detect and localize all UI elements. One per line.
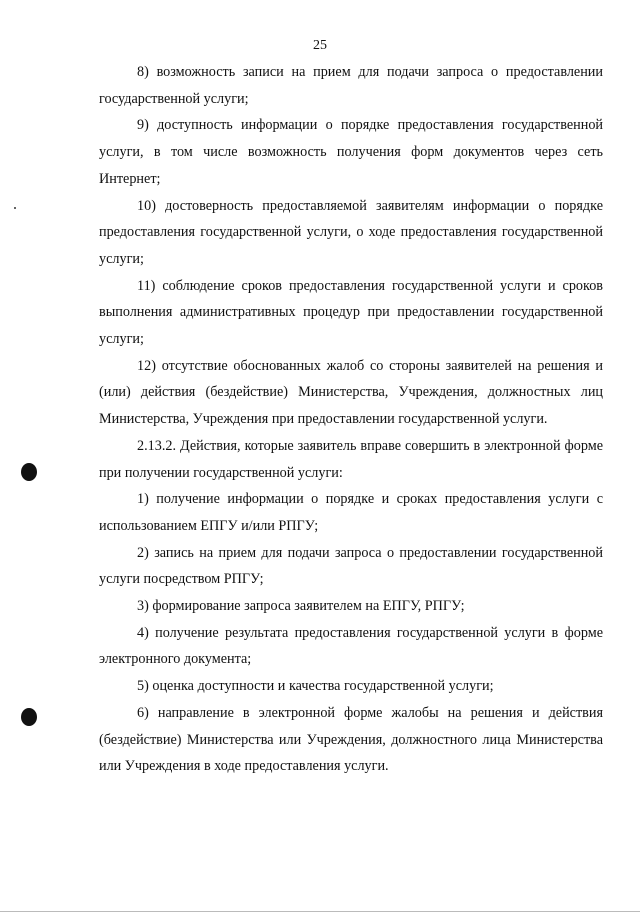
scan-edge-line <box>0 911 640 912</box>
punch-hole-icon <box>21 463 37 481</box>
scan-speck <box>14 207 16 209</box>
paragraph-action-2: 2) запись на прием для подачи запроса о предоставлении государственной услуги посредством РПГУ; <box>99 544 603 588</box>
paragraph-item-10: 10) достоверность предоставляемой заявителям информации о порядке предоставления государственной услуги, о ходе предоставления государственной услуги; <box>99 197 603 267</box>
paragraph-action-4: 4) получение результата предоставления государственной услуги в форме электронного документа; <box>99 624 603 668</box>
paragraph-item-12: 12) отсутствие обоснованных жалоб со стороны заявителей на решения и (или) действия (бездействие) Министерства, Учреждения, должностных лиц Министерства, Учреждения при предоставлении государственной услуги. <box>99 357 603 428</box>
document-body <box>99 59 603 780</box>
paragraph-item-8: 8) возможность записи на прием для подачи запроса о предоставлении государственной услуги; <box>99 64 603 107</box>
paragraph-action-6: 6) направление в электронной форме жалобы на решения и действия (бездействие) Министерства или Учреждения, должностного лица Министерства или Учреждения в ходе предоставления услуги. <box>99 704 603 775</box>
paragraph-action-1: 1) получение информации о порядке и сроках предоставления услуги с использованием ЕПГУ и/или РПГУ; <box>99 491 603 534</box>
paragraph-action-3: 3) формирование запроса заявителем на ЕПГУ, РПГУ; <box>137 598 465 615</box>
page-number: 25 <box>313 38 327 53</box>
punch-hole-icon <box>21 708 37 726</box>
paragraph-item-9: 9) доступность информации о порядке предоставления государственной услуги, в том числе возможность получения форм документов через сеть Интернет; <box>99 117 603 187</box>
paragraph-action-5: 5) оценка доступности и качества государственной услуги; <box>137 678 494 695</box>
paragraph-item-11: 11) соблюдение сроков предоставления государственной услуги и сроков выполнения административных процедур при предоставлении государственной услуги; <box>99 277 603 348</box>
paragraph-section-2-13-2: 2.13.2. Действия, которые заявитель вправе совершить в электронной форме при получении государственной услуги: <box>99 437 603 481</box>
